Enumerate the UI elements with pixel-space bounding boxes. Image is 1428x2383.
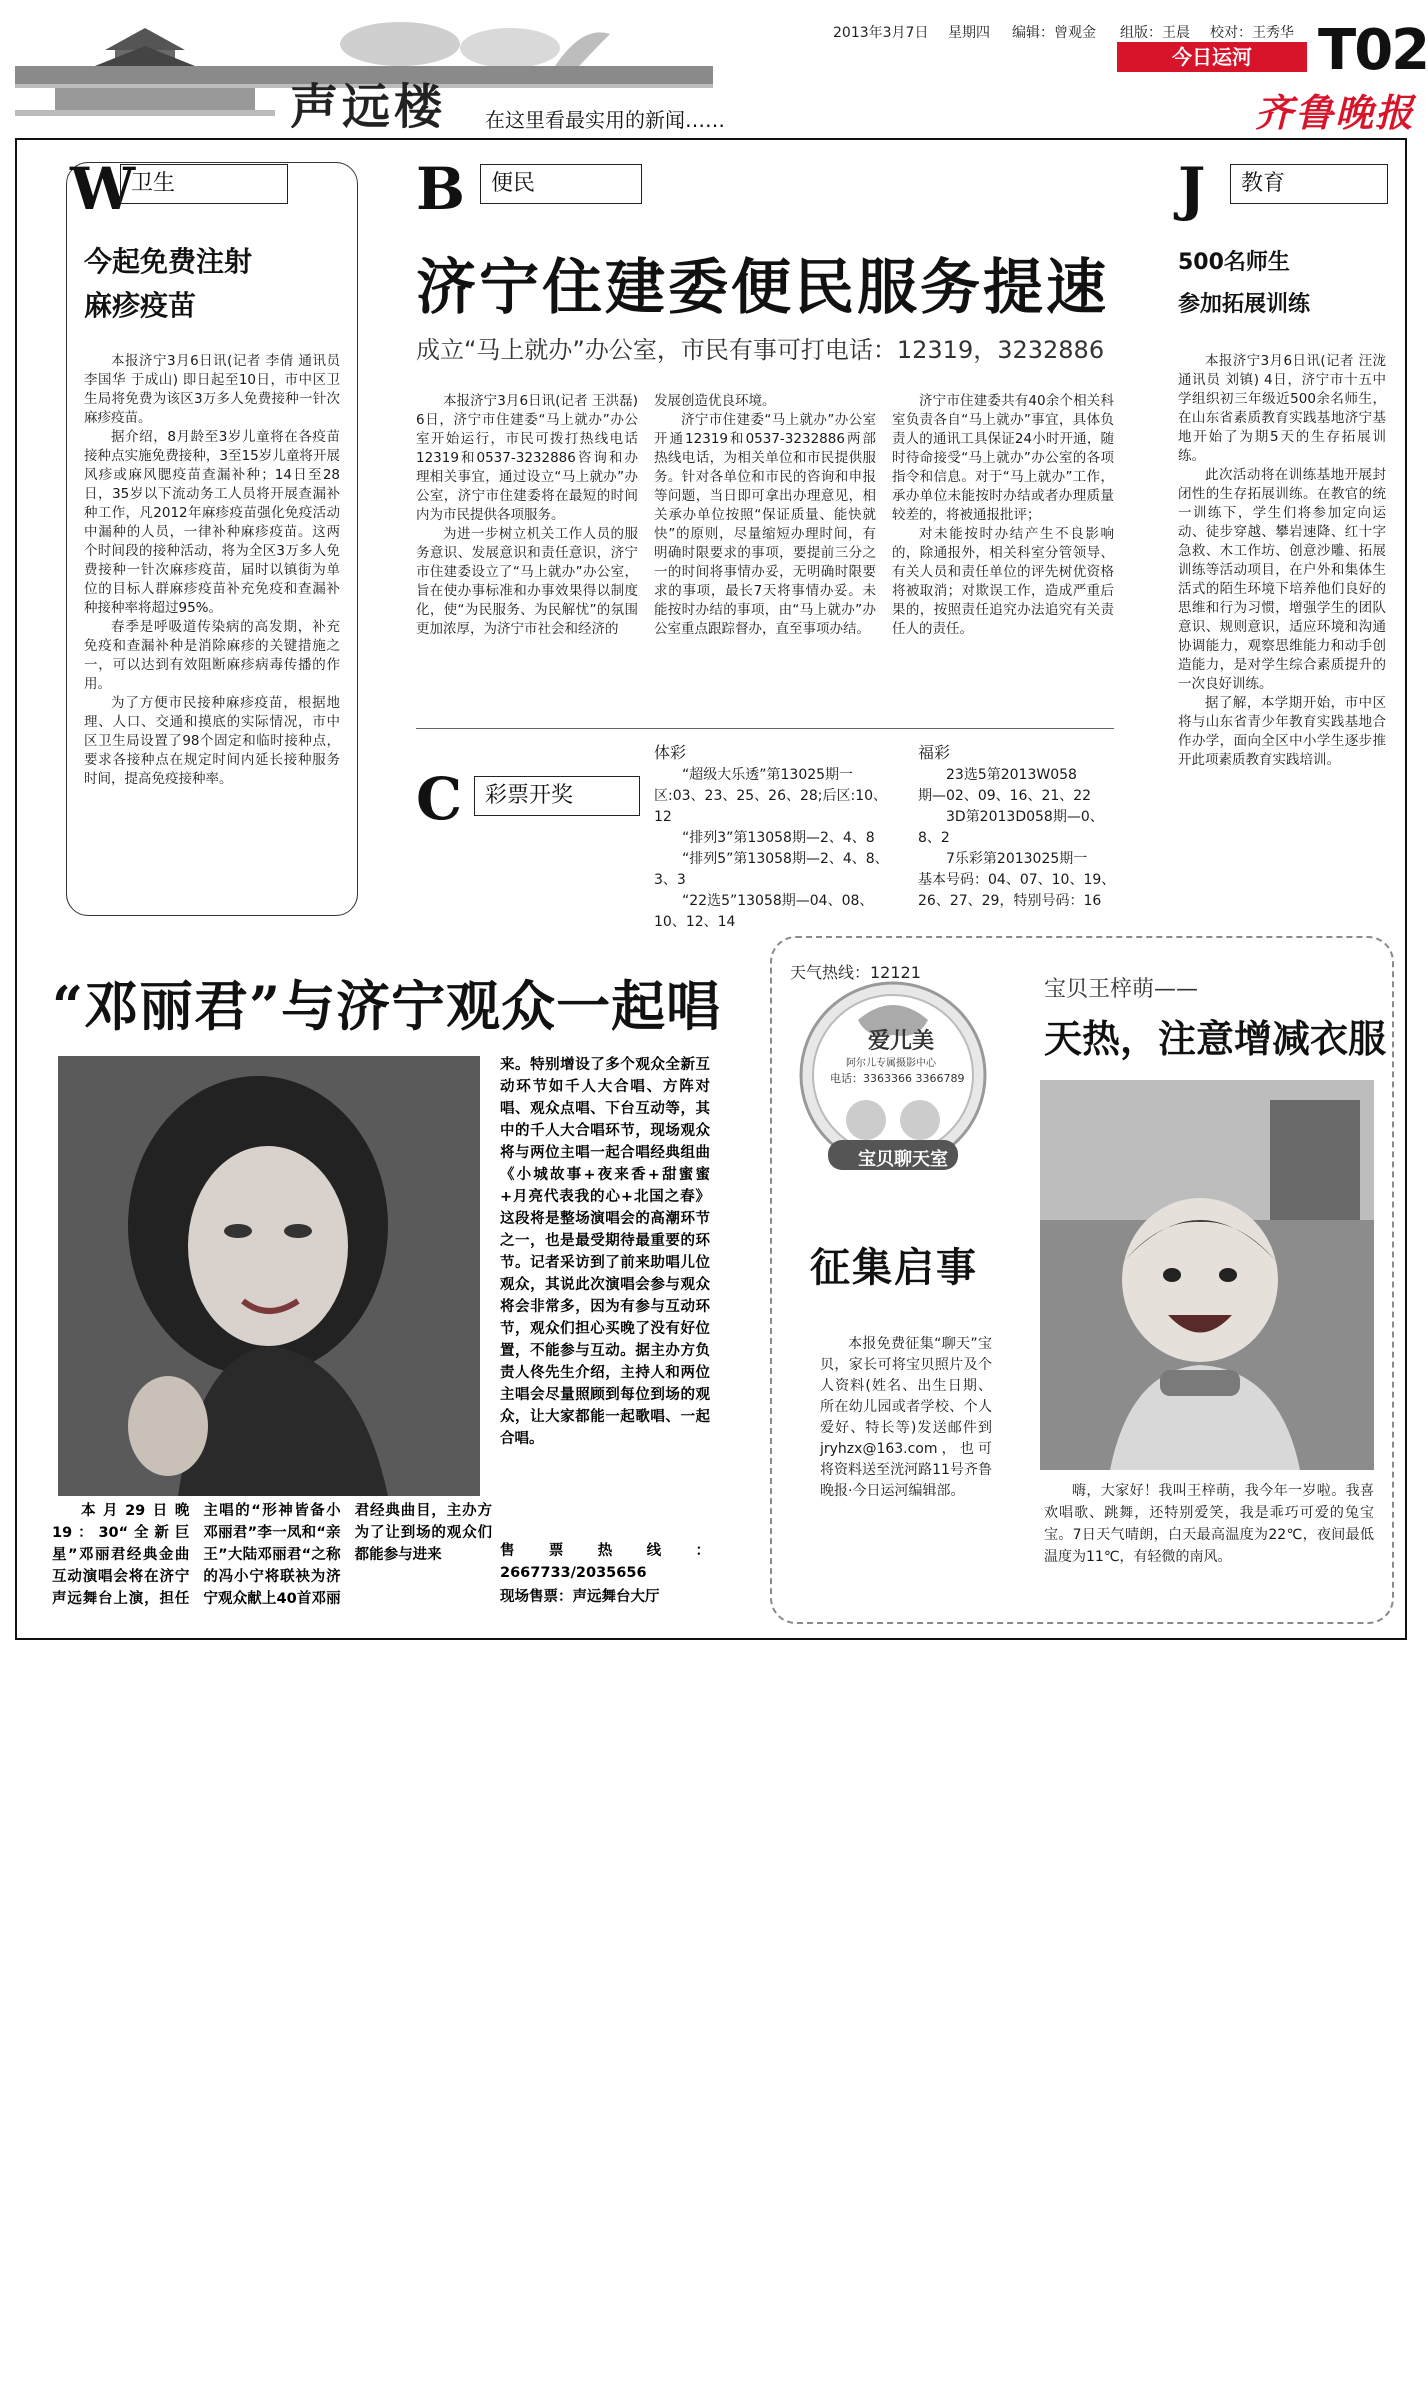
fucai-line: 7乐彩第2013025期一 — [946, 851, 1088, 867]
service-lottery-divider — [416, 728, 1114, 729]
editor: 编辑：曾观金 — [1012, 25, 1096, 41]
education-paragraph: 本报济宁3月6日讯(记者 汪泷 通讯员 刘镇) 4日，济宁市十五中学组织初三年级近500余名师生，在山东省素质教育实践基地济宁基地开始了为期5天的生存拓展训练。 — [1178, 353, 1386, 464]
health-title-line2: 麻疹疫苗 — [84, 289, 197, 322]
ticai-line: “排列3”第13058期—2、4、8 — [682, 830, 875, 846]
ticai-line: “排列5”第13058期—2、4、8、 — [682, 851, 889, 867]
service-column-1 — [416, 392, 638, 639]
health-paragraph: 据介绍，8月龄至3岁儿童将在各疫苗接种点实施免费接种，3至15岁儿童将开展风疹或麻风腮疫苗查漏补种；14日至28日，35岁以下流动务工人员将开展查漏补种工作，凡2012年麻疹疫苗强化免疫活动中漏种的人员，一律补种麻疹疫苗。这两个时间段的接种活动，将为全区3万多人免费接种一针次麻疹疫苗，届时以镇街为单位的目标人群麻疹疫苗补充免疫和查漏补种接种率将超过95%。 — [84, 429, 340, 616]
fucai-line: 8、2 — [918, 830, 950, 846]
frame-right — [1405, 138, 1407, 1640]
recruit-title: 征集启事 — [810, 1245, 978, 1291]
service-letter: B — [416, 155, 466, 223]
health-paragraph: 为了方便市民接种麻疹疫苗，根据地理、人口、交通和摸底的实际情况，市中区卫生局设置了98个固定和临时接种点，要求各接种点在规定时间内延长接种服务时间，提高免疫接种率。 — [84, 695, 340, 787]
ticai-title: 体彩 — [654, 743, 687, 762]
health-paragraph: 春季是呼吸道传染病的高发期，补充免疫和查漏补种是消除麻疹的关键措施之一，可以达到有效阻断麻疹病毒传播的作用。 — [84, 619, 340, 692]
service-paragraph: 对未能按时办结产生不良影响的，除通报外，相关科室分管领导、有关人员和责任单位的评先树优资格将被取消；对欺误工作，造成严重后果的，按照责任追究办法追究有关责任人的责任。 — [892, 526, 1114, 637]
service-subhead: 成立“马上就办”办公室，市民有事可打电话：12319，3232886 — [416, 336, 1105, 364]
fucai-line: 23选5第2013W058 — [946, 767, 1077, 783]
frame-bottom — [15, 1638, 1407, 1640]
ticai-results — [654, 742, 894, 933]
service-paragraph: 为进一步树立机关工作人员的服务意识、发展意识和责任意识，济宁市住建委设立了“马上就办”办公室，旨在使办事标准和办事效果得以制度化，使“为民服务、为民解忧”的氛围更加浓厚，为济宁市社会和经济的 — [416, 526, 638, 637]
ticai-line: “超级大乐透”第13025期一 — [682, 767, 854, 783]
ticai-line: “22选5”13058期—04、08、 — [682, 893, 874, 909]
brand-subtitle: 阿尔儿专属摄影中心 — [846, 1058, 936, 1069]
service-paragraph: 本报济宁3月6日讯(记者 王洪磊) 6日，济宁市住建委“马上就办”办公室开始运行，市民可拨打热线电话12319和0537-3232886咨询和办理相关事宜，通过设立“马上就办”办公室，济宁市住建委将在最短的时间内为市民提供各项服务。 — [416, 393, 638, 523]
brand-banner: 宝贝聊天室 — [858, 1149, 948, 1170]
concert-headline: “邓丽君”与济宁观众一起唱 — [52, 974, 722, 1038]
baby-kicker: 宝贝王梓萌—— — [1044, 977, 1199, 1002]
baby-photo — [1040, 1080, 1374, 1470]
fucai-results — [918, 742, 1118, 912]
issue-date: 2013年3月7日 — [833, 25, 929, 41]
singer-photo — [58, 1056, 480, 1496]
proofreader: 校对：王秀华 — [1210, 25, 1294, 41]
fucai-title: 福彩 — [918, 743, 951, 762]
education-article — [1178, 352, 1386, 770]
ticai-line: 区:03、23、25、26、28;后区:10、12 — [654, 788, 888, 825]
service-headline: 济宁住建委便民服务提速 — [416, 253, 1109, 323]
concert-venue: 现场售票：声远舞台大厅 — [500, 1589, 660, 1605]
recruit-text: 本报免费征集“聊天”宝贝，家长可将宝贝照片及个人资料(姓名、出生日期、所在幼儿园或者学校、个人爱好、特长等)发送邮件到jryhzx@163.com，也可将资料送至洸河路11号齐鲁晚报·今日运河编辑部。 — [820, 1336, 992, 1499]
brand-phone: 电话：3363366 3366789 — [830, 1072, 965, 1085]
service-column-3 — [892, 392, 1114, 639]
health-paragraph: 本报济宁3月6日讯(记者 李倩 通讯员 李国华 于成山) 即日起至10日，市中区卫生局将免费为该区3万多人免费接种一针次麻疹疫苗。 — [84, 353, 340, 426]
frame-top — [15, 138, 1407, 140]
issue-weekday: 星期四 — [948, 25, 990, 41]
service-column-2 — [654, 392, 876, 639]
health-title — [84, 240, 252, 328]
health-title-line1: 今起免费注射 — [84, 245, 253, 278]
education-title — [1178, 242, 1310, 326]
education-paragraph: 此次活动将在训练基地开展封闭性的生存拓展训练。在教官的统一训练下，学生们将参加定向运动、徒步穿越、攀岩速降、红十字急救、木工作坊、创意沙雕、拓展训练等活动项目，在户外和集体生活式的陌生环境下培养他们良好的思维和行为习惯，增强学生的团队意识、规则意识，适应环境和沟通协调能力，观察思维能力和动手创造能力，是对学生综合素质提升的一次良好训练。 — [1178, 467, 1386, 692]
column-tag: 今日运河 — [1117, 42, 1307, 72]
concert-hotline: 售票热线：2667733/2035656 — [500, 1543, 710, 1581]
layout-editor: 组版：王晨 — [1120, 25, 1190, 41]
fucai-line: 基本号码：04、07、10、19、 — [918, 872, 1116, 888]
education-title-line1: 500名师生 — [1178, 250, 1290, 275]
baby-caption: 嗨，大家好！我叫王梓萌，我今年一岁啦。我喜欢唱歌、跳舞，还特别爱笑，我是乖巧可爱的兔宝宝。7日天气晴朗，白天最高温度为22℃，夜间最低温度为11℃，有轻微的南风。 — [1044, 1483, 1374, 1565]
lottery-label: 彩票开奖 — [474, 776, 640, 816]
health-letter: W — [70, 155, 136, 223]
brand-name: 爱儿美 — [868, 1029, 935, 1054]
service-paragraph: 发展创造优良环境。 — [654, 393, 776, 409]
lottery-letter: C — [416, 765, 463, 833]
fucai-line: 期—02、09、16、21、22 — [918, 788, 1092, 804]
section-title: 声远楼 — [290, 79, 447, 135]
education-paragraph: 据了解，本学期开始，市中区将与山东省青少年教育实践基地合作办学，面向全区中小学生逐步推开此项素质教育实践培训。 — [1178, 695, 1386, 768]
service-paragraph: 济宁市住建委共有40余个相关科室负责各自“马上就办”事宜，具体负责人的通讯工具保证24小时开通，随时待命接受“马上就办”办公室的各项指令和信息。对于“马上就办”工作，承办单位未能按时办结或者办理质量较差的，将被通报批评； — [892, 393, 1114, 523]
ticai-line: 10、12、14 — [654, 914, 736, 930]
education-label: 教育 — [1230, 164, 1388, 204]
ticai-line: 3、3 — [654, 872, 686, 888]
concert-bottom-text: 本月29日晚19：30“全新巨星”邓丽君经典金曲互动演唱会将在济宁声远舞台上演，担任主唱的“形神皆备小邓丽君”李一凤和“亲王”大陆邓丽君“之称的冯小宁将联袂为济宁观众献上40首邓丽君经典曲目，主办方为了让到场的观众们都能参与进来 — [52, 1503, 492, 1607]
page-number: T02 — [1318, 18, 1428, 83]
newspaper-logo: 齐鲁晚报 — [1255, 90, 1416, 135]
health-label: 卫生 — [120, 164, 288, 204]
education-title-line2: 参加拓展训练 — [1178, 292, 1311, 317]
fucai-line: 3D第2013D058期—0、 — [946, 809, 1104, 825]
concert-right-text: 来。特别增设了多个观众全新互动环节如千人大合唱、方阵对唱、观众点唱、下台互动等，其中的千人大合唱环节，现场观众将与两位主唱一起合唱经典组曲《小城故事+夜来香+甜蜜蜜+月亮代表我的心+北国之春》这段将是整场演唱会的高潮环节之一，也是最受期待最重要的环节。记者采访到了前来助唱儿位观众，其说此次演唱会参与观众将会非常多，因为有参与互动环节，观众们担心买晚了没有好位置，不能参与互动。据主办方负责人佟先生介绍，主持人和两位主唱会尽量照顾到每位到场的观众，让大家都能一起歌唱、一起合唱。 — [500, 1057, 710, 1447]
fucai-line: 26、27、29，特别号码：16 — [918, 893, 1102, 909]
service-paragraph: 济宁市住建委“马上就办”办公室开通12319和0537-3232886两部热线电话，为相关单位和市民提供服务。针对各单位和市民的咨询和申报等问题，当日即可拿出办理意见，相关承办单位按照“保证质量、能快就快”的原则，尽量缩短办理时间，有明确时限要求的事项，要提前三分之一的时间将事情办妥，无明确时限要求的事项，最长7天将事情办妥。未能按时办结的事项，由“马上就办”办公室重点跟踪督办，直至事项办结。 — [654, 412, 876, 637]
education-letter: J — [1178, 155, 1206, 223]
health-article — [84, 352, 340, 789]
frame-left — [15, 138, 17, 1640]
baby-headline: 天热，注意增减衣服 — [1044, 1017, 1387, 1061]
weather-hotline: 天气热线：12121 — [790, 963, 921, 982]
section-tagline: 在这里看最实用的新闻…… — [485, 108, 725, 132]
service-label: 便民 — [480, 164, 642, 204]
